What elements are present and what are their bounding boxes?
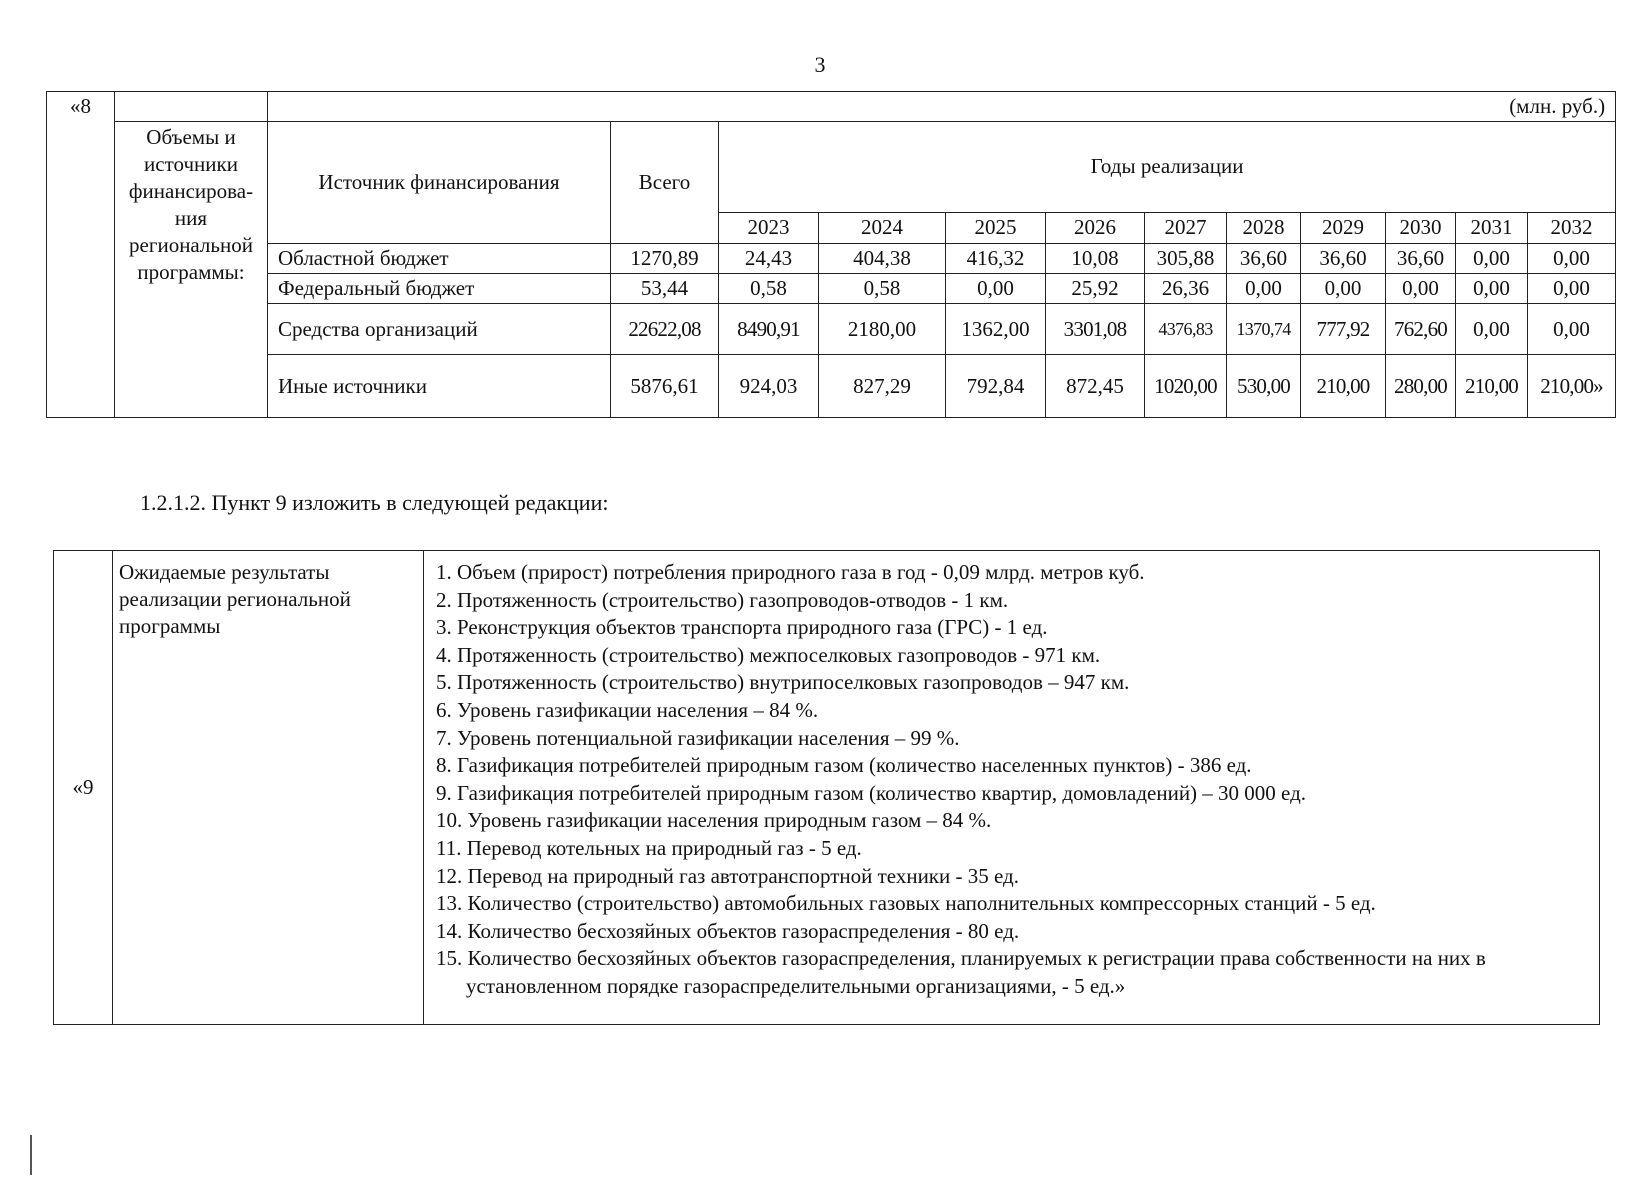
year-header: 2027 bbox=[1145, 212, 1227, 243]
point-8-marker: «8 bbox=[47, 92, 115, 418]
list-item: 12. Перевод на природный газ автотранспортной техники - 35 ед. bbox=[436, 863, 1019, 888]
list-item: 8. Газификация потребителей природным газом (количество населенных пунктов) - 386 ед. bbox=[436, 753, 1252, 778]
header-source: Источник финансирования bbox=[268, 122, 611, 244]
year-header: 2030 bbox=[1386, 212, 1456, 243]
value-cell: 280,00 bbox=[1386, 355, 1456, 418]
total-cell: 53,44 bbox=[611, 274, 719, 304]
value-cell: 827,29 bbox=[819, 355, 946, 418]
header-total: Всего bbox=[611, 122, 719, 244]
value-cell: 4376,83 bbox=[1145, 304, 1227, 355]
clause-text: 1.2.1.2. Пункт 9 изложить в следующей редакции: bbox=[140, 490, 609, 515]
value-cell: 0,00 bbox=[1456, 274, 1528, 304]
source-cell: Средства организаций bbox=[268, 304, 611, 355]
financing-table bbox=[46, 91, 1616, 418]
value-cell: 0,00 bbox=[1528, 274, 1616, 304]
results-list bbox=[436, 559, 1589, 1001]
results-cell bbox=[424, 551, 1600, 1025]
value-cell: 0,00 bbox=[1456, 304, 1528, 355]
value-cell: 0,00 bbox=[946, 274, 1046, 304]
margin-mark bbox=[30, 1135, 32, 1175]
year-header: 2029 bbox=[1301, 212, 1386, 243]
year-header: 2028 bbox=[1227, 212, 1301, 243]
value-cell: 26,36 bbox=[1145, 274, 1227, 304]
value-cell: 777,92 bbox=[1301, 304, 1386, 355]
value-cell: 10,08 bbox=[1046, 244, 1145, 274]
value-cell: 305,88 bbox=[1145, 244, 1227, 274]
value-cell: 0,00 bbox=[1456, 244, 1528, 274]
total-cell: 5876,61 bbox=[611, 355, 719, 418]
value-cell: 0,00 bbox=[1386, 274, 1456, 304]
value-cell: 0,58 bbox=[819, 274, 946, 304]
year-header: 2026 bbox=[1046, 212, 1145, 243]
source-cell: Областной бюджет bbox=[268, 244, 611, 274]
list-item: 9. Газификация потребителей природным газом (количество квартир, домовладений) – 30 000 ед. bbox=[436, 780, 1307, 805]
value-cell: 36,60 bbox=[1227, 244, 1301, 274]
financing-row-label: Объемы и источники финансирова-ния региональной программы: bbox=[115, 122, 268, 418]
year-header: 2023 bbox=[719, 212, 819, 243]
value-cell: 416,32 bbox=[946, 244, 1046, 274]
list-item: 15. Количество бесхозяйных объектов газораспределения, планируемых к регистрации права собственности на них в установленном порядке газораспределительными организациями, - 5 ед.» bbox=[436, 946, 1486, 998]
list-item: 14. Количество бесхозяйных объектов газораспределения - 80 ед. bbox=[436, 918, 1020, 943]
value-cell: 0,00 bbox=[1528, 244, 1616, 274]
value-cell: 210,00 bbox=[1456, 355, 1528, 418]
value-cell: 24,43 bbox=[719, 244, 819, 274]
list-item: 1. Объем (прирост) потребления природного газа в год - 0,09 млрд. метров куб. bbox=[436, 560, 1145, 584]
year-header: 2024 bbox=[819, 212, 946, 243]
table-row bbox=[47, 244, 1616, 274]
value-cell: 210,00 bbox=[1301, 355, 1386, 418]
unit-label: (млн. руб.) bbox=[268, 92, 1616, 122]
value-cell: 0,00 bbox=[1301, 274, 1386, 304]
value-cell: 404,38 bbox=[819, 244, 946, 274]
table-row bbox=[47, 304, 1616, 355]
value-cell: 1362,00 bbox=[946, 304, 1046, 355]
value-cell: 530,00 bbox=[1227, 355, 1301, 418]
list-item: 4. Протяженность (строительство) межпоселковых газопроводов - 971 км. bbox=[436, 642, 1101, 667]
list-item: 6. Уровень газификации населения – 84 %. bbox=[436, 697, 819, 722]
value-cell: 792,84 bbox=[946, 355, 1046, 418]
page-number: 3 bbox=[814, 52, 826, 77]
value-cell: 1370,74 bbox=[1227, 304, 1301, 355]
list-item: 10. Уровень газификации населения природным газом – 84 %. bbox=[436, 808, 992, 833]
value-cell: 872,45 bbox=[1046, 355, 1145, 418]
value-cell: 924,03 bbox=[719, 355, 819, 418]
source-cell: Иные источники bbox=[268, 355, 611, 418]
value-cell: 0,00 bbox=[1227, 274, 1301, 304]
value-cell: 36,60 bbox=[1386, 244, 1456, 274]
list-item: 7. Уровень потенциальной газификации населения – 99 %. bbox=[436, 725, 960, 750]
results-label: Ожидаемые результаты реализации региональной программы bbox=[113, 551, 424, 1025]
list-item: 13. Количество (строительство) автомобильных газовых наполнительных компрессорных станций - 5 ед. bbox=[436, 891, 1376, 916]
table-row bbox=[47, 274, 1616, 304]
value-cell: 210,00» bbox=[1528, 355, 1616, 418]
results-table bbox=[53, 550, 1600, 1025]
value-cell: 762,60 bbox=[1386, 304, 1456, 355]
point-9-marker: «9 bbox=[54, 551, 113, 1025]
list-item: 5. Протяженность (строительство) внутрипоселковых газопроводов – 947 км. bbox=[436, 670, 1130, 695]
list-item: 3. Реконструкция объектов транспорта природного газа (ГРС) - 1 ед. bbox=[436, 615, 1048, 640]
header-years-title: Годы реализации bbox=[719, 122, 1616, 213]
value-cell: 3301,08 bbox=[1046, 304, 1145, 355]
year-header: 2031 bbox=[1456, 212, 1528, 243]
total-cell: 1270,89 bbox=[611, 244, 719, 274]
value-cell: 8490,91 bbox=[719, 304, 819, 355]
unit-row-spacer bbox=[115, 92, 268, 122]
value-cell: 36,60 bbox=[1301, 244, 1386, 274]
value-cell: 25,92 bbox=[1046, 274, 1145, 304]
year-header: 2025 bbox=[946, 212, 1046, 243]
source-cell: Федеральный бюджет bbox=[268, 274, 611, 304]
year-header: 2032 bbox=[1528, 212, 1616, 243]
total-cell: 22622,08 bbox=[611, 304, 719, 355]
table-row bbox=[47, 355, 1616, 418]
value-cell: 0,58 bbox=[719, 274, 819, 304]
list-item: 11. Перевод котельных на природный газ - 5 ед. bbox=[436, 835, 862, 860]
value-cell: 2180,00 bbox=[819, 304, 946, 355]
value-cell: 1020,00 bbox=[1145, 355, 1227, 418]
value-cell: 0,00 bbox=[1528, 304, 1616, 355]
list-item: 2. Протяженность (строительство) газопроводов-отводов - 1 км. bbox=[436, 587, 1009, 612]
